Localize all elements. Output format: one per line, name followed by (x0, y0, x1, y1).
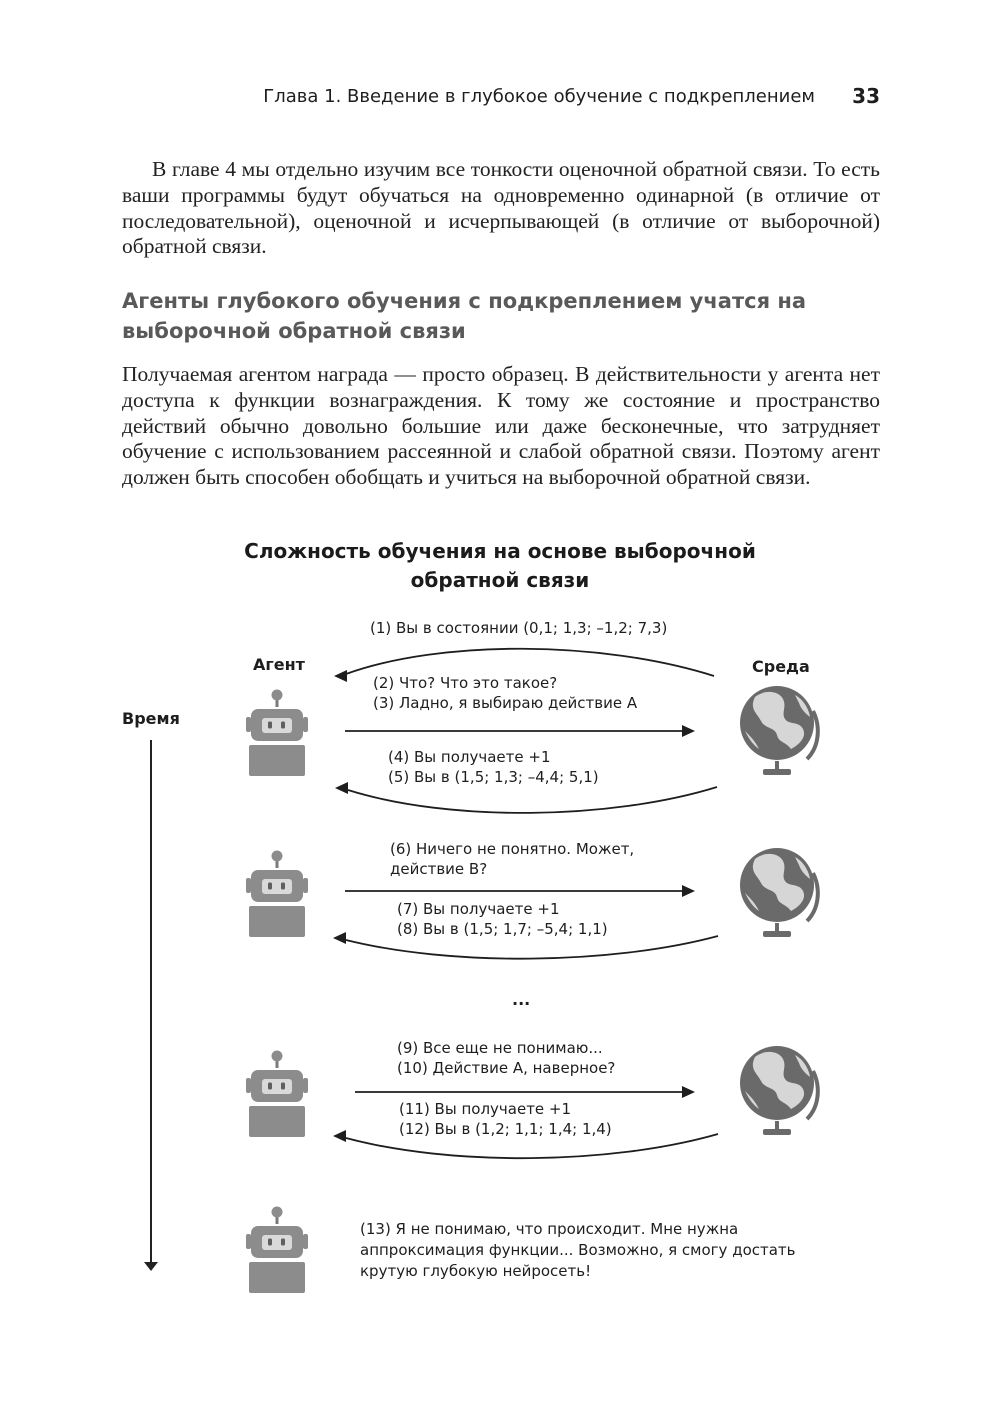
agent-robot-icon (246, 690, 308, 777)
environment-globe-icon (740, 848, 818, 937)
paragraph-intro: В главе 4 мы отдельно изучим все тонкости оценочной обратной связи. То есть ваши программы будут обучаться на одновременно одинарной (в отличие от последовательной), оценочной и исчерпывающей (в отличие от выборочной) обратной связи. (122, 157, 880, 259)
figure-title: Сложность обучения на основе выборочной обратной связи (244, 539, 756, 592)
agent-robot-icon (246, 851, 308, 938)
message-3: (3) Ладно, я выбираю действие А (373, 694, 638, 712)
environment-globe-icon (740, 1046, 818, 1135)
page-number: 33 (852, 84, 880, 108)
message-9: (9) Все еще не понимаю... (397, 1039, 603, 1057)
message-5: (5) Вы в (1,5; 1,3; –4,4; 5,1) (388, 768, 599, 786)
paragraph-sampled-feedback: Получаемая агентом награда — просто образец. В действительности у агента нет доступа к функции вознаграждения. К тому же состояние и пространство действий обычно довольно большие или даже бесконечные, что затрудняет обучение с использованием рассеянной и слабой обратной связи. Поэтому агент должен быть способен обобщать и учиться на выборочной обратной связи. (122, 362, 880, 490)
message-13-cont: аппроксимация функции... Возможно, я смогу достать (360, 1241, 796, 1259)
arrow-env-to-agent (346, 936, 718, 959)
message-6-cont: действие В? (390, 860, 488, 878)
environment-globe-icon (740, 686, 818, 775)
section-title: Агенты глубокого обучения с подкреплением учатся на выборочной обратной связи (122, 289, 807, 343)
agent-robot-icon (246, 1207, 308, 1294)
message-1: (1) Вы в состоянии (0,1; 1,3; –1,2; 7,3) (370, 619, 668, 637)
message-13: (13) Я не понимаю, что происходит. Мне нужна (360, 1220, 739, 1238)
message-6: (6) Ничего не понятно. Может, (390, 840, 635, 858)
message-2: (2) Что? Что это такое? (373, 674, 558, 692)
message-7: (7) Вы получаете +1 (397, 900, 560, 918)
arrow-env-to-agent (346, 649, 714, 676)
ellipsis: ... (512, 990, 531, 1009)
message-11: (11) Вы получаете +1 (399, 1100, 572, 1118)
arrow-env-to-agent (348, 787, 717, 813)
message-12: (12) Вы в (1,2; 1,1; 1,4; 1,4) (399, 1120, 612, 1138)
message-8: (8) Вы в (1,5; 1,7; –5,4; 1,1) (397, 920, 608, 938)
message-4: (4) Вы получаете +1 (388, 748, 551, 766)
agent-label: Агент (253, 655, 305, 674)
message-13-end: крутую глубокую нейросеть! (360, 1262, 592, 1280)
time-axis-arrowhead (144, 1262, 158, 1271)
message-10: (10) Действие А, наверное? (397, 1059, 616, 1077)
time-label: Время (122, 709, 180, 728)
running-title: Глава 1. Введение в глубокое обучение с подкреплением (263, 86, 815, 107)
agent-robot-icon (246, 1051, 308, 1138)
environment-label: Среда (752, 657, 810, 676)
